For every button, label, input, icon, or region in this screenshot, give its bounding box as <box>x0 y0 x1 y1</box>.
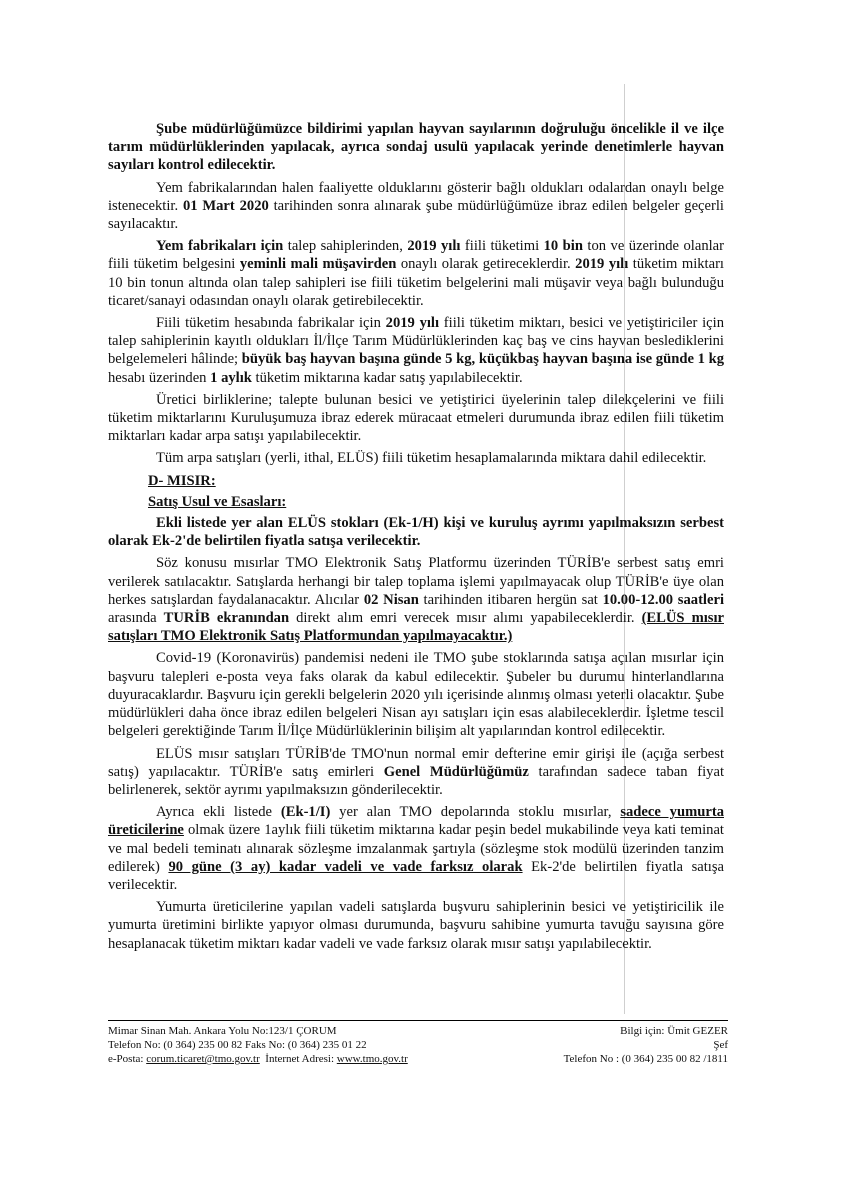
footer-divider <box>108 1020 728 1021</box>
paragraph-covid-applications: Covid-19 (Koronavirüs) pandemisi nedeni ile TMO şube stoklarında satışa açılan mısırlar için başvuru talepleri e-posta veya faks olarak da kabul edilecektir. Şubeler bu durumu hinterlandlarına duyuracaklardır. Başvuru için gerekli belgelerin 2020 yılı içerisinde alınmış olması yeterli olacaktır. Şube müdürlükleri daha önce ibraz edilen belgeleri Nisan ayı satışları için esas alabileceklerdir. İşletme tescil belgeleri gerektiğinde Tarım İl/İlçe Müdürlüklerinin bilişim alt yapılarından kontrol edilecektir. <box>108 650 725 740</box>
footer-address: Mimar Sinan Mah. Ankara Yolu No:123/1 ÇORUM <box>108 1025 337 1037</box>
footer-contact-left <box>108 1024 508 1066</box>
paragraph-elus-stocks: Ekli listede yer alan ELÜS stokları (Ek-1/H) kişi ve kuruluş ayrımı yapılmaksızın serbest olarak Ek-2'de belirtilen fiyatla satışa verilecektir. <box>108 515 724 550</box>
footer-contact-right <box>488 1024 728 1066</box>
footer-info-person: Bilgi için: Ümit GEZER <box>620 1025 728 1037</box>
paragraph-turib-sales: Söz konusu mısırlar TMO Elektronik Satış Platformu üzerinden TÜRİB'e serbest satış emri verilerek satılacaktır. Satışlarda herhangi bir talep toplama işlemi yapılmayacak olup TÜRİB'e üye olan herkes satışlardan faydalanacaktır. Alıcılar 02 Nisan tarihinden itibaren hergün sat 10.00-12.00 saatleri arasında TURİB ekranından direkt alım emri verecek mısır alımı yapabileceklerdir. (ELÜS mısır satışları TMO Elektronik Satış Platformundan yapılmayacaktır.) <box>108 555 724 645</box>
paragraph-producer-unions: Üretici birliklerine; talepte bulunan besici ve yetiştirici üyelerinin talep dilekçelerini ve fiili tüketim miktarlarını Kuruluşumuza ibraz ederek müracaat etmeleri durumunda ibraz edilen fiili tüketim miktarları kadar arpa satışı yapılabilecektir. <box>108 391 724 445</box>
subsection-heading-sales-rules: Satış Usul ve Esasları: <box>148 493 287 510</box>
website-link[interactable]: www.tmo.gov.tr <box>336 1053 408 1065</box>
paragraph-elus-corn-orders: ELÜS mısır satışları TÜRİB'de TMO'nun normal emir defterine emir girişi ile (açığa serbest satış) yapılacaktır. TÜRİB'e satış emirleri Genel Müdürlüğümüz tarafından sadece taban fiyat belirlenerek, sektör ayrımı yapılmaksızın gönderilecektir. <box>108 745 725 798</box>
footer-contact-phone: Telefon No : (0 364) 235 00 82 /1811 <box>563 1053 728 1065</box>
paragraph-animal-count-control: Şube müdürlüğümüzce bildirimi yapılan hayvan sayılarının doğruluğu öncelikle il ve ilçe tarım müdürlüklerinden yapılacak, ayrıca sondaj usulü yapılacak yerinde denetimlerle hayvan sayıları kontrol edilecektir. <box>108 121 724 174</box>
paragraph-deferred-egg-sales: Yumurta üreticilerine yapılan vadeli satışlarda buşvuru sahiplerinin besici ve yetiştiricilik ile yumurta üretimini birlikte yapıyor olması durumunda, başvuru sahibine yumurta tavuğu sayısına göre hesaplanacak tüketim miktarı kadar vadeli ve vade farksız olarak mısır satışı yapılabilecektir. <box>108 899 724 952</box>
document-body <box>108 120 724 957</box>
paragraph-feed-factory-documents: Yem fabrikalarından halen faaliyette olduklarını gösterir bağlı oldukları odalardan onaylı belge istenecektir. 01 Mart 2020 tarihinden sonra alınarak şube müdürlüğümüze ibraz edilen belgeler geçerli sayılacaktır. <box>108 179 724 233</box>
paragraph-actual-consumption-calculation: Fiili tüketim hesabında fabrikalar için 2019 yılı fiili tüketim miktarı, besici ve yetiştiriciler için talep sahiplerinin kayıtlı oldukları İl/İlçe Tarım Müdürlüklerinden kaç baş ve cins hayvan beslediklerini belgelemeleri hâlinde; büyük baş hayvan başına günde 5 kg, küçükbaş hayvan başına ise günde 1 kg hesabı üzerinden 1 aylık tüketim miktarına kadar satış yapılabilecektir. <box>108 315 724 386</box>
paragraph-egg-producer-sales: Ayrıca ekli listede (Ek-1/I) yer alan TMO depolarında stoklu mısırlar, sadece yumurta üreticilerine olmak üzere 1aylık fiili tüketim miktarına kadar peşin bedel mukabilinde veya kati teminat ve mal bedeli teminatı alınarak sözleşme imzalanmak şartıyla (sözleşme stok modülü üzerinden tanzim edilerek) 90 güne (3 ay) kadar vadeli ve vade farksız olarak Ek-2'de belirtilen fiyatla satışa verilecektir. <box>108 804 724 893</box>
footer-email-web: e-Posta: corum.ticaret@tmo.gov.tr İnternet Adresi: www.tmo.gov.tr <box>108 1053 408 1065</box>
paragraph-barley-sales-total: Tüm arpa satışları (yerli, ithal, ELÜS) fiili tüketim hesaplamalarında miktara dahil edilecektir. <box>156 450 707 467</box>
email-link[interactable]: corum.ticaret@tmo.gov.tr <box>146 1053 260 1065</box>
paragraph-feed-factory-consumption: Yem fabrikaları için talep sahiplerinden, 2019 yılı fiili tüketimi 10 bin ton ve üzerinde olanlar fiili tüketim belgesini yeminli mali müşavirden onaylı olarak getireceklerdir. 2019 yılı tüketim miktarı 10 bin tonun altında olan talep sahipleri ise fiili tüketim belgelerini mali müşavir veya bağlı bulunduğu ticaret/sanayi odasından onaylı olarak getirebilecektir. <box>108 238 725 309</box>
footer-phone-fax: Telefon No: (0 364) 235 00 82 Faks No: (0 364) 235 01 22 <box>108 1039 367 1051</box>
section-heading-corn: D- MISIR: <box>148 472 216 489</box>
footer-person-title: Şef <box>713 1039 728 1051</box>
